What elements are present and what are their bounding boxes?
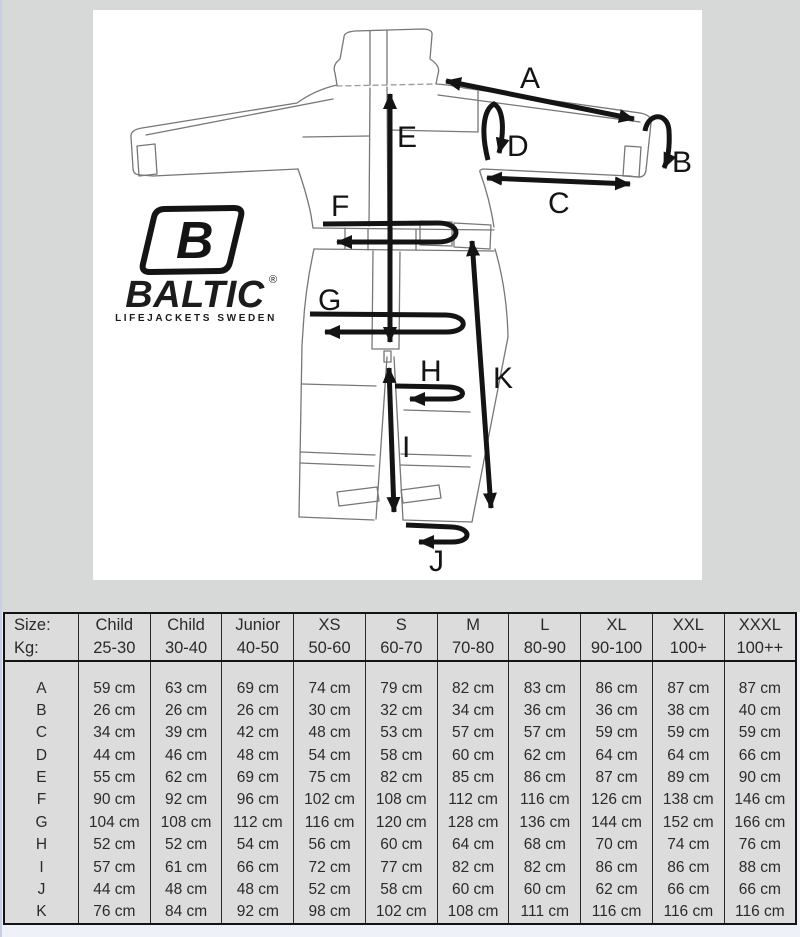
measurement-cell: 126 cm — [581, 789, 653, 811]
spacer-cell — [294, 661, 366, 677]
size-column-header: M — [437, 613, 509, 637]
measurement-cell: 58 cm — [365, 744, 437, 766]
measurement-cell: 98 cm — [294, 901, 366, 924]
size-table-section — [0, 612, 800, 937]
measurement-cell: 144 cm — [581, 811, 653, 833]
measurement-cell: 55 cm — [78, 767, 150, 789]
label-a: A — [520, 62, 541, 95]
measurement-cell: 26 cm — [78, 699, 150, 721]
measurement-cell: 46 cm — [150, 744, 222, 766]
measurement-cell: 34 cm — [78, 722, 150, 744]
measurement-cell: 82 cm — [365, 767, 437, 789]
measurement-cell: 116 cm — [509, 789, 581, 811]
spacer-cell — [437, 661, 509, 677]
measurement-cell: 77 cm — [365, 856, 437, 878]
measurement-cell: 85 cm — [437, 767, 509, 789]
measurement-cell: 96 cm — [222, 789, 294, 811]
measurement-cell: 112 cm — [437, 789, 509, 811]
measurement-cell: 36 cm — [509, 699, 581, 721]
label-i: I — [402, 431, 411, 464]
kg-row-label: Kg: — [4, 637, 78, 661]
measurement-cell: 66 cm — [724, 879, 796, 901]
window-edge — [0, 0, 2, 937]
measurement-cell: 53 cm — [365, 722, 437, 744]
size-column-header: Child — [150, 613, 222, 637]
row-label: I — [39, 858, 44, 876]
measurement-cell: 87 cm — [581, 767, 653, 789]
measurement-cell: 102 cm — [365, 901, 437, 924]
size-column-header: XL — [581, 613, 653, 637]
size-header-row — [4, 613, 796, 637]
table-row-b — [4, 699, 796, 721]
size-column-header: Junior — [222, 613, 294, 637]
measurement-cell: 69 cm — [222, 767, 294, 789]
row-label: B — [36, 701, 47, 719]
measurement-cell: 76 cm — [78, 901, 150, 924]
table-row-d — [4, 744, 796, 766]
label-b: B — [672, 146, 693, 179]
measurement-cell: 26 cm — [222, 699, 294, 721]
measurement-cell: 102 cm — [294, 789, 366, 811]
measurement-cell: 61 cm — [150, 856, 222, 878]
measurement-cell: 40 cm — [724, 699, 796, 721]
measurement-cell: 83 cm — [509, 677, 581, 699]
spacer-cell — [581, 661, 653, 677]
measurement-cell: 32 cm — [365, 699, 437, 721]
table-row-k — [4, 901, 796, 924]
measurement-cell: 62 cm — [581, 879, 653, 901]
measurement-cell: 30 cm — [294, 699, 366, 721]
measurement-cell: 86 cm — [652, 856, 724, 878]
measurement-cell: 57 cm — [437, 722, 509, 744]
measurement-cell: 92 cm — [222, 901, 294, 924]
measurement-cell: 136 cm — [509, 811, 581, 833]
measurement-cell: 48 cm — [222, 879, 294, 901]
kg-column-header: 40-50 — [222, 637, 294, 661]
measurement-cell: 116 cm — [581, 901, 653, 924]
measurement-cell: 116 cm — [294, 811, 366, 833]
measurement-cell: 58 cm — [365, 879, 437, 901]
measurement-rows — [4, 661, 796, 924]
measurement-cell: 62 cm — [509, 744, 581, 766]
measurement-cell: 74 cm — [652, 834, 724, 856]
measurement-cell: 92 cm — [150, 789, 222, 811]
measurement-cell: 52 cm — [150, 834, 222, 856]
spacer-cell — [724, 661, 796, 677]
measurement-cell: 62 cm — [150, 767, 222, 789]
measurement-cell: 38 cm — [652, 699, 724, 721]
row-label: E — [36, 769, 47, 787]
measurement-cell: 66 cm — [652, 879, 724, 901]
row-label: J — [37, 881, 46, 899]
table-row-e — [4, 767, 796, 789]
kg-column-header: 50-60 — [294, 637, 366, 661]
measurement-cell: 128 cm — [437, 811, 509, 833]
table-row-c — [4, 722, 796, 744]
kg-column-header: 100+ — [652, 637, 724, 661]
spacer-row — [4, 661, 796, 677]
measurement-cell: 87 cm — [652, 677, 724, 699]
kg-header-row — [4, 637, 796, 661]
measurement-cell: 79 cm — [365, 677, 437, 699]
measurement-cell: 54 cm — [222, 834, 294, 856]
spacer-cell — [150, 661, 222, 677]
measurement-cell: 60 cm — [437, 744, 509, 766]
label-d: D — [507, 130, 529, 163]
measurement-cell: 39 cm — [150, 722, 222, 744]
table-row-f — [4, 789, 796, 811]
kg-column-header: 30-40 — [150, 637, 222, 661]
measurement-cell: 63 cm — [150, 677, 222, 699]
row-label: A — [36, 679, 47, 697]
spacer-cell — [652, 661, 724, 677]
measurement-cell: 34 cm — [437, 699, 509, 721]
size-column-header: L — [509, 613, 581, 637]
measurement-cell: 44 cm — [78, 744, 150, 766]
measurement-cell: 108 cm — [150, 811, 222, 833]
measurement-cell: 74 cm — [294, 677, 366, 699]
measurement-cell: 72 cm — [294, 856, 366, 878]
measurement-cell: 59 cm — [652, 722, 724, 744]
measurement-cell: 88 cm — [724, 856, 796, 878]
measurement-cell: 87 cm — [724, 677, 796, 699]
measurement-cell: 66 cm — [222, 856, 294, 878]
measurement-cell: 36 cm — [581, 699, 653, 721]
measurement-cell: 64 cm — [437, 834, 509, 856]
measurement-cell: 111 cm — [509, 901, 581, 924]
measurement-cell: 152 cm — [652, 811, 724, 833]
measurement-cell: 48 cm — [222, 744, 294, 766]
measurement-cell: 89 cm — [652, 767, 724, 789]
row-label: G — [35, 813, 48, 831]
row-label: K — [36, 903, 47, 921]
measurement-cell: 82 cm — [437, 677, 509, 699]
table-row-h — [4, 834, 796, 856]
measurement-cell: 146 cm — [724, 789, 796, 811]
table-row-j — [4, 879, 796, 901]
measurement-cell: 112 cm — [222, 811, 294, 833]
label-f: F — [331, 190, 350, 223]
size-column-header: XS — [294, 613, 366, 637]
spacer-cell — [4, 661, 78, 677]
row-label: D — [35, 746, 48, 764]
measurement-cell: 104 cm — [78, 811, 150, 833]
measurement-cell: 57 cm — [509, 722, 581, 744]
row-label: H — [35, 836, 48, 854]
measurement-cell: 138 cm — [652, 789, 724, 811]
measurement-cell: 48 cm — [150, 879, 222, 901]
measurement-cell: 90 cm — [78, 789, 150, 811]
measurement-cell: 82 cm — [509, 856, 581, 878]
size-row-label: Size: — [14, 616, 51, 635]
measurement-cell: 44 cm — [78, 879, 150, 901]
spacer-cell — [365, 661, 437, 677]
logo-emblem-letter: B — [176, 212, 214, 270]
measurement-cell: 64 cm — [581, 744, 653, 766]
row-label: F — [36, 791, 47, 809]
measurement-cell: 59 cm — [78, 677, 150, 699]
label-g: G — [318, 284, 342, 317]
logo-tagline: LIFEJACKETS SWEDEN — [115, 313, 277, 324]
label-c: C — [548, 187, 570, 220]
measurement-cell: 116 cm — [652, 901, 724, 924]
measurement-cell: 76 cm — [724, 834, 796, 856]
measurement-cell: 59 cm — [581, 722, 653, 744]
logo-registered-mark: ® — [269, 274, 278, 286]
measurement-cell: 84 cm — [150, 901, 222, 924]
measurement-cell: 108 cm — [365, 789, 437, 811]
size-column-header: Child — [78, 613, 150, 637]
kg-column-header: 80-90 — [509, 637, 581, 661]
measurement-cell: 90 cm — [724, 767, 796, 789]
size-column-header: XXL — [652, 613, 724, 637]
measurement-cell: 52 cm — [78, 834, 150, 856]
measurement-cell: 64 cm — [652, 744, 724, 766]
kg-column-header: 90-100 — [581, 637, 653, 661]
row-label: C — [35, 724, 48, 742]
kg-column-header: 60-70 — [365, 637, 437, 661]
table-row-g — [4, 811, 796, 833]
measurement-cell: 57 cm — [78, 856, 150, 878]
spacer-cell — [78, 661, 150, 677]
measurement-cell: 116 cm — [724, 901, 796, 924]
spacer-cell — [509, 661, 581, 677]
table-row-i — [4, 856, 796, 878]
measurement-cell: 70 cm — [581, 834, 653, 856]
measurement-cell: 120 cm — [365, 811, 437, 833]
table-row-a — [4, 677, 796, 699]
measurement-cell: 75 cm — [294, 767, 366, 789]
measurement-cell: 60 cm — [509, 879, 581, 901]
measurement-cell: 108 cm — [437, 901, 509, 924]
measurement-cell: 86 cm — [509, 767, 581, 789]
measurement-cell: 69 cm — [222, 677, 294, 699]
measurement-cell: 59 cm — [724, 722, 796, 744]
kg-column-header: 25-30 — [78, 637, 150, 661]
measurement-cell: 166 cm — [724, 811, 796, 833]
label-j: J — [429, 545, 444, 578]
label-h: H — [420, 355, 442, 388]
measurement-cell: 52 cm — [294, 879, 366, 901]
spacer-cell — [222, 661, 294, 677]
measurement-cell: 60 cm — [365, 834, 437, 856]
measurement-cell: 54 cm — [294, 744, 366, 766]
measurement-cell: 60 cm — [437, 879, 509, 901]
size-column-header: S — [365, 613, 437, 637]
label-k: K — [493, 362, 514, 395]
measurement-cell: 42 cm — [222, 722, 294, 744]
kg-column-header: 100++ — [724, 637, 796, 661]
logo-brand-text: BALTIC — [125, 274, 265, 316]
size-chart-table — [3, 612, 797, 925]
kg-column-header: 70-80 — [437, 637, 509, 661]
measurement-cell: 56 cm — [294, 834, 366, 856]
measurement-cell: 68 cm — [509, 834, 581, 856]
measurement-cell: 86 cm — [581, 677, 653, 699]
measurement-cell: 48 cm — [294, 722, 366, 744]
measurement-cell: 26 cm — [150, 699, 222, 721]
measurement-cell: 66 cm — [724, 744, 796, 766]
label-e: E — [397, 121, 418, 154]
measurement-cell: 82 cm — [437, 856, 509, 878]
size-column-header: XXXL — [724, 613, 796, 637]
measurement-cell: 86 cm — [581, 856, 653, 878]
